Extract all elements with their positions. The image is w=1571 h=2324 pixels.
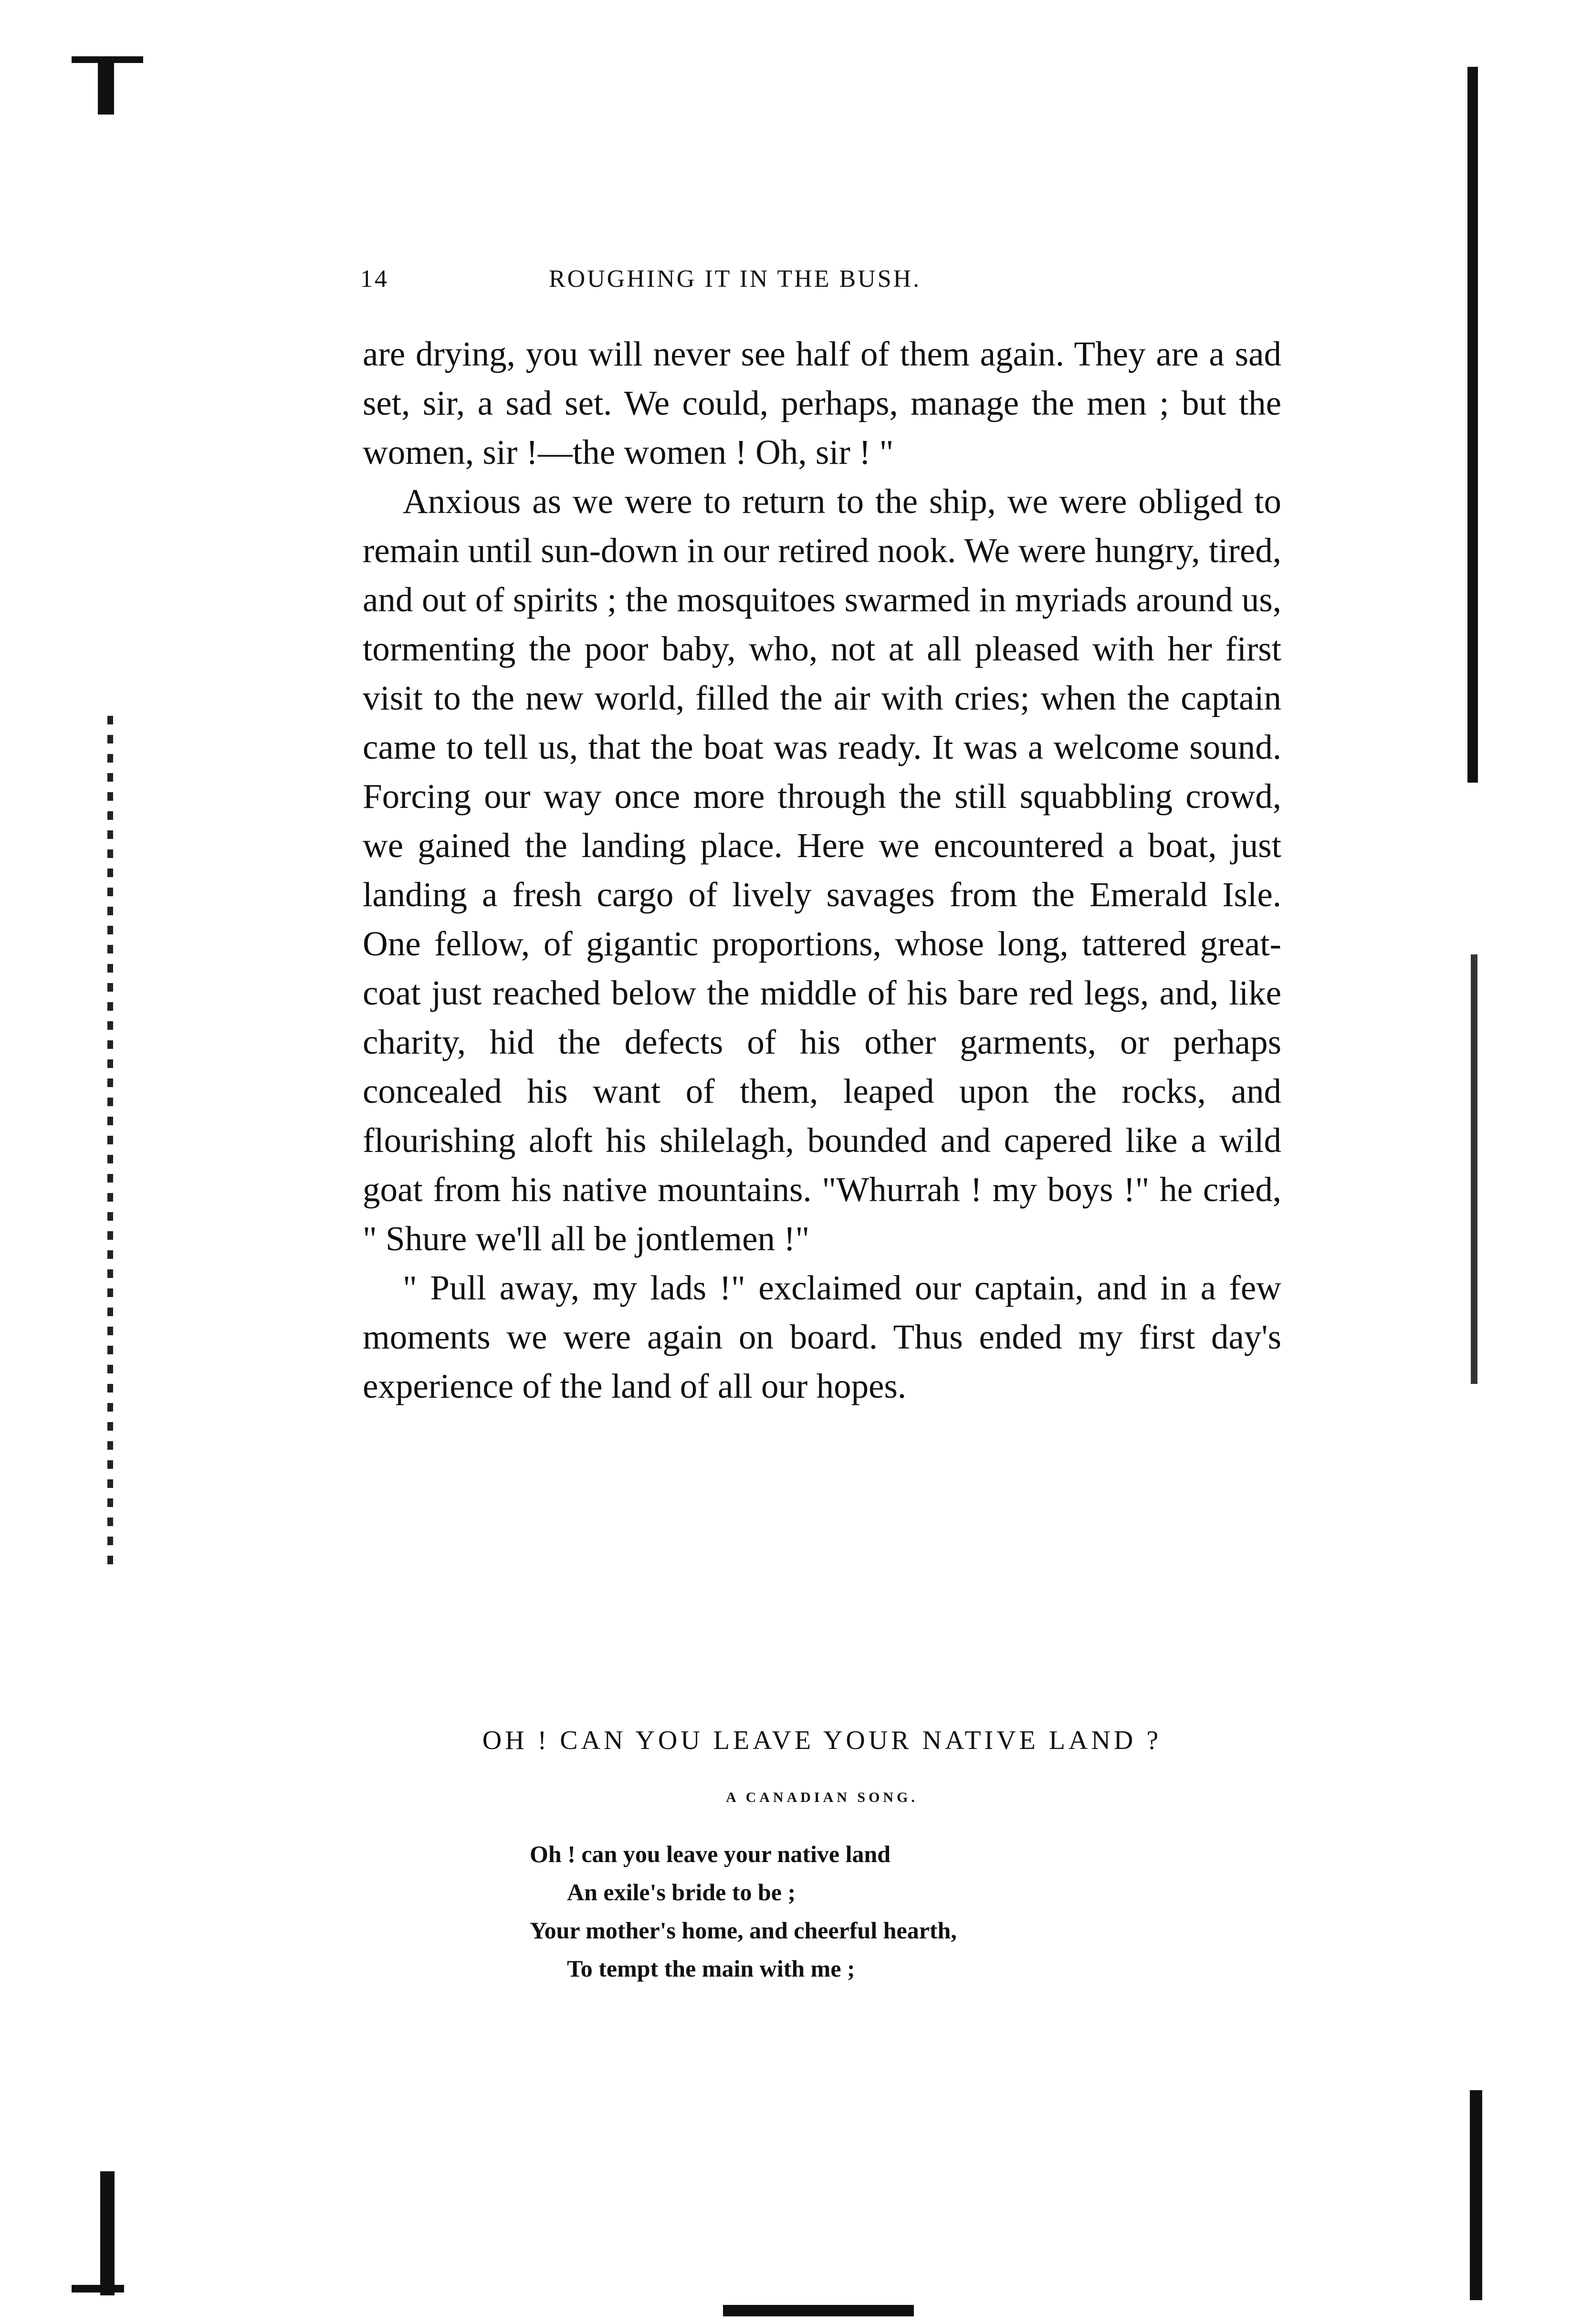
scan-edge-mark	[1470, 2090, 1482, 2300]
scan-edge-mark	[98, 57, 114, 115]
scan-edge-mark	[72, 2285, 124, 2293]
verse-line: An exile's bride to be ;	[567, 1879, 796, 1905]
scan-binding-shadow	[107, 716, 113, 1575]
verse-line: Oh ! can you leave your native land	[530, 1841, 891, 1867]
paragraph: Anxious as we were to return to the ship, we were obliged to remain until sun-down in our retired nook. We were hungry, tired, and out of spirits ; the mosquitoes swarmed in myriads around us, tormenting the poor baby, who, not at all pleased with her first visit to the new world, filled the air with cries; when the captain came to tell us, that the boat was ready. It was a welcome sound. Forcing our way once more through the still squabbling crowd, we gained the landing place. Here we encountered a boat, just landing a fresh cargo of lively savages from the Emerald Isle. One fellow, of gigantic proportions, whose long, tattered great-coat just reached below the middle of his bare red legs, and, like charity, hid the defects of his other garments, or perhaps concealed his want of them, leaped upon the rocks, and flourishing aloft his shilelagh, bounded and capered like a wild goat from his native mountains. "Whurrah ! my boys !" he cried, " Shure we'll all be jontlemen !"	[363, 482, 1281, 1258]
paragraph: " Pull away, my lads !" exclaimed our captain, and in a few moments we were again on board. Thus ended my first day's experience of the land of all our hopes.	[363, 1268, 1281, 1405]
song-title: OH ! CAN YOU LEAVE YOUR NATIVE LAND ?	[482, 1726, 1162, 1755]
scan-edge-mark	[1471, 954, 1477, 1384]
scan-bottom-bar	[723, 2305, 914, 2316]
body-text	[363, 329, 1281, 1411]
song-verse	[530, 1835, 1150, 1988]
verse-line: Your mother's home, and cheerful hearth,	[530, 1917, 957, 1944]
verse-line: To tempt the main with me ;	[567, 1955, 855, 1982]
paragraph-continued: are drying, you will never see half of them again. They are a sad set, sir, a sad set. We could, perhaps, manage the men ; but the women, sir !—the women ! Oh, sir ! "	[363, 335, 1281, 471]
scan-edge-mark	[1467, 67, 1478, 783]
song-subtitle: A CANADIAN SONG.	[726, 1790, 918, 1805]
scan-edge-mark	[100, 2171, 115, 2295]
page-number: 14	[360, 265, 389, 293]
running-head: ROUGHING IT IN THE BUSH.	[549, 265, 922, 293]
page-header	[360, 265, 1291, 308]
